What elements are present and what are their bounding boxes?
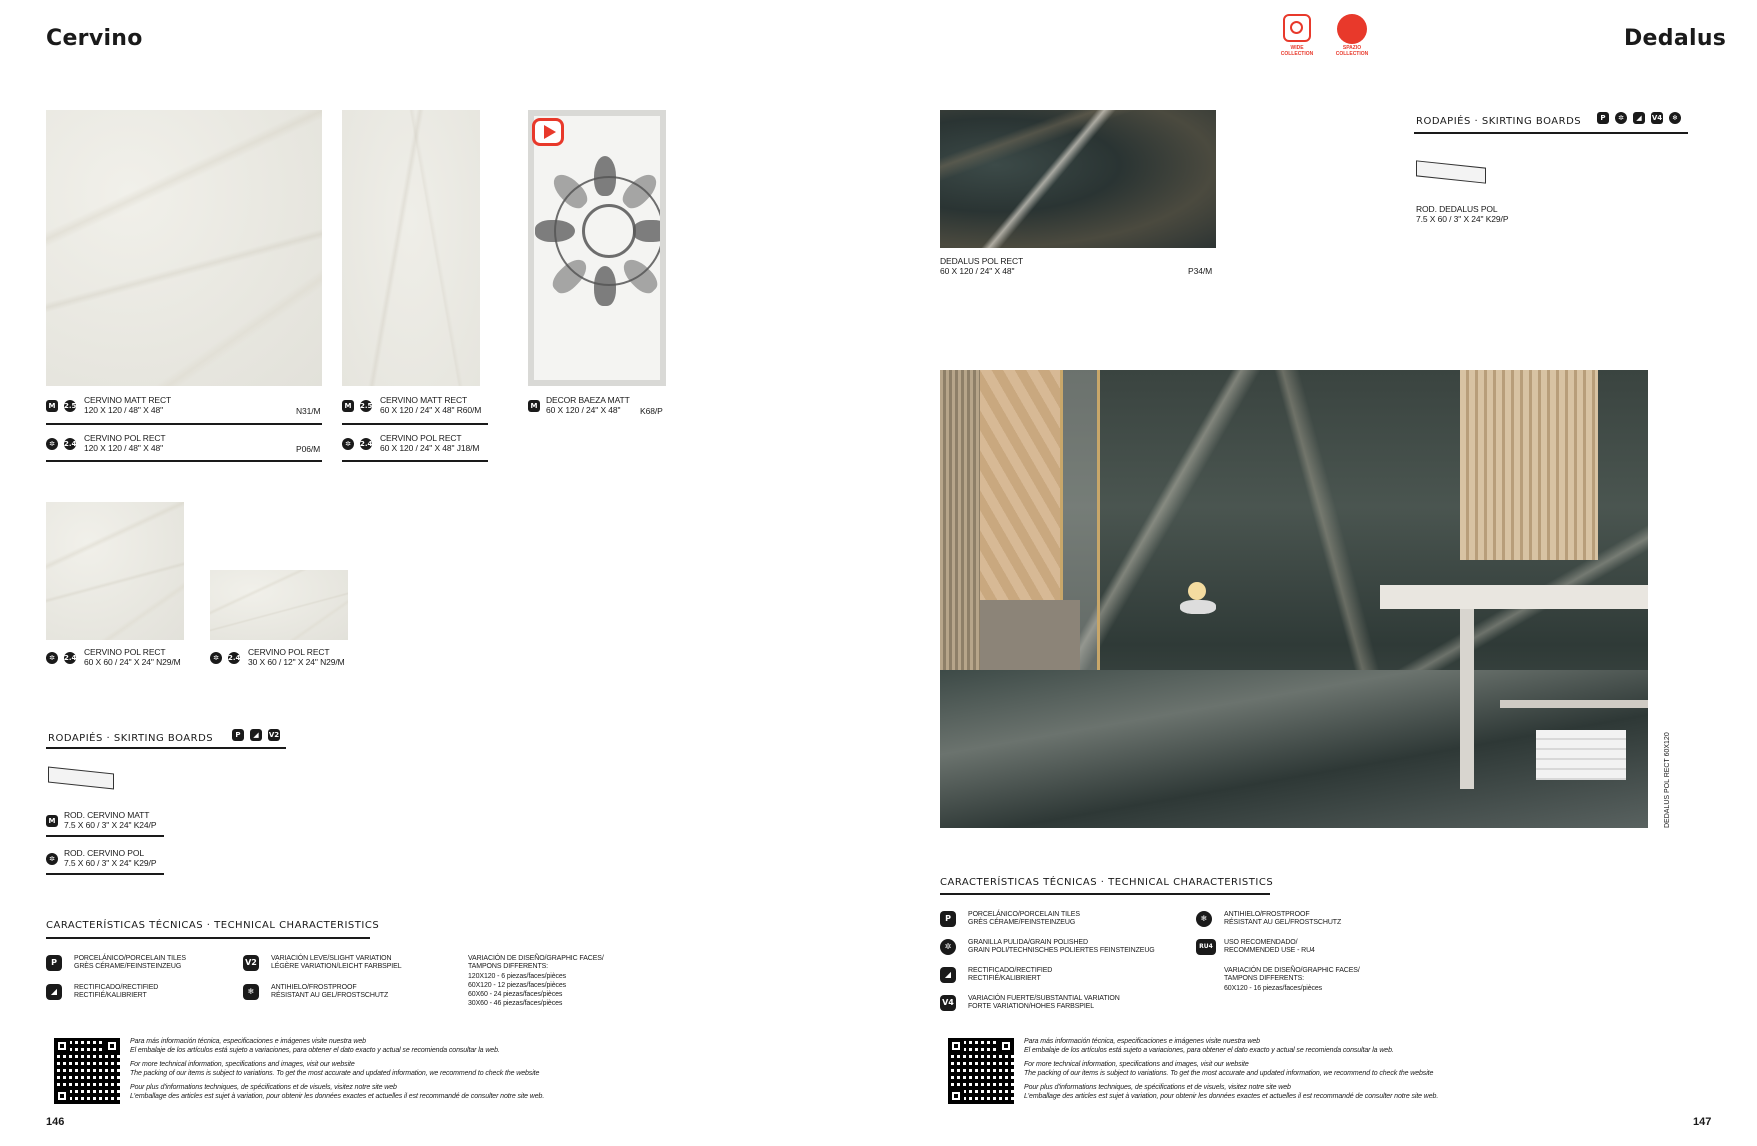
rectified-icon: ◢: [940, 967, 956, 983]
footer-text: Pour plus d'informations techniques, de spécifications et de visuels, visitez notre site web: [1024, 1084, 1291, 1091]
product-name: CERVINO POL RECT: [248, 647, 330, 657]
footer-text: The packing of our items is subject to variations. To get the most accurate and updated information, we recommend to check the website: [130, 1070, 540, 1077]
product-name: CERVINO MATT RECT: [84, 395, 172, 405]
tech-text: ANTIHIELO/FROSTPROOF: [271, 984, 357, 991]
tech-text: LÉGÈRE VARIATION/LEICHT FARBSPIEL: [271, 963, 402, 970]
qr-code[interactable]: [54, 1038, 120, 1104]
tech-heading: CARACTERÍSTICAS TÉCNICAS · TECHNICAL CHARACTERISTICS: [940, 877, 1274, 888]
porcelain-icon: P: [46, 955, 62, 971]
thickness-icon: 2.4: [360, 440, 373, 448]
variation-icon: V4: [1651, 114, 1663, 122]
frostproof-icon: ❄: [1196, 911, 1212, 927]
page-number-left: 146: [46, 1116, 65, 1128]
matt-finish-icon: M: [46, 400, 58, 412]
page-number-right: 147: [1693, 1116, 1712, 1128]
product-name: CERVINO POL RECT: [84, 647, 166, 657]
tech-text: FORTE VARIATION/HOHES FARBSPIEL: [968, 1003, 1095, 1010]
footer-text: For more technical information, specifications and images, visit our website: [1024, 1061, 1249, 1068]
skirting-board-image: [48, 767, 114, 790]
polished-icon: ✲: [342, 438, 354, 450]
faces-title: TAMPONS DIFFERENTS:: [1224, 975, 1305, 982]
footer-text: El embalaje de los artículos está sujeto a variaciones, para obtener el dato exacto y actual se recomienda consultar la web.: [130, 1047, 500, 1054]
product-name: CERVINO MATT RECT: [380, 395, 468, 405]
faces-line: 60X60 - 24 piezas/faces/pièces: [468, 991, 563, 998]
cervino-30x60-tile-image: [210, 570, 348, 640]
cervino-120x120-tile-image: [46, 110, 322, 386]
thickness-icon: 2.4: [228, 654, 241, 662]
tech-text: PORCELÁNICO/PORCELAIN TILES: [968, 911, 1080, 918]
product-size: 60 X 120 / 24" X 48": [940, 266, 1015, 276]
polished-icon: ✲: [46, 853, 58, 865]
porcelain-icon: P: [1597, 112, 1609, 124]
matt-finish-icon: M: [46, 815, 58, 827]
play-video-icon[interactable]: [532, 118, 564, 146]
faces-title: TAMPONS DIFFERENTS:: [468, 963, 549, 970]
faces-line: 30X60 - 46 piezas/faces/pièces: [468, 1000, 563, 1007]
product-name: DECOR BAEZA MATT: [546, 395, 630, 405]
polished-icon: ✲: [46, 652, 58, 664]
product-name: CERVINO POL RECT: [84, 433, 166, 443]
skirting-name: ROD. CERVINO POL: [64, 848, 144, 858]
footer-text: L'emballage des articles est sujet à variation, pour obtenir les données exactes et actuelles il est recommandé de consulter notre site web.: [1024, 1093, 1439, 1100]
thickness-icon: 2.4: [64, 654, 77, 662]
tech-text: VARIACIÓN FUERTE/SUBSTANTIAL VARIATION: [968, 995, 1120, 1002]
frostproof-icon: ❄: [243, 984, 259, 1000]
faces-line: 120X120 - 6 piezas/faces/pièces: [468, 973, 567, 980]
skirting-heading: RODAPIÉS · SKIRTING BOARDS: [48, 733, 214, 744]
skirting-board-image: [1416, 160, 1486, 183]
tech-text: USO RECOMENDADO/: [1224, 939, 1298, 946]
thickness-icon: 2.5: [360, 402, 373, 410]
footer-text: The packing of our items is subject to variations. To get the most accurate and updated information, we recommend to check the website: [1024, 1070, 1434, 1077]
decor-baeza-tile-image: [528, 110, 666, 386]
product-code: P34/M: [1188, 266, 1213, 276]
product-size: 30 X 60 / 12" X 24" N29/M: [248, 657, 345, 667]
product-size: 60 X 120 / 24" X 48" R60/M: [380, 405, 482, 415]
tech-text: RÉSISTANT AU GEL/FROSTSCHUTZ: [1224, 919, 1342, 926]
footer-text: L'emballage des articles est sujet à variation, pour obtenir les données exactes et actuelles il est recommandé de consulter notre site web.: [130, 1093, 545, 1100]
footer-text: Para más información técnica, especificaciones e imágenes visite nuestra web: [1024, 1038, 1260, 1045]
skirting-name: ROD. DEDALUS POL: [1416, 204, 1498, 214]
tech-text: RÉSISTANT AU GEL/FROSTSCHUTZ: [271, 992, 389, 999]
product-code: P06/M: [296, 444, 321, 454]
qr-code[interactable]: [948, 1038, 1014, 1104]
footer-text: Pour plus d'informations techniques, de spécifications et de visuels, visitez notre site web: [130, 1084, 397, 1091]
polished-icon: ✲: [1615, 112, 1627, 124]
cervino-60x120-tile-image: [342, 110, 480, 386]
variation-icon: V4: [940, 995, 956, 1011]
rectified-icon: ◢: [46, 984, 62, 1000]
dedalus-tile-image: [940, 110, 1216, 248]
footer-text: El embalaje de los artículos está sujeto a variaciones, para obtener el dato exacto y actual se recomienda consultar la web.: [1024, 1047, 1394, 1054]
product-size: 60 X 120 / 24" X 48" J18/M: [380, 443, 480, 453]
tech-text: VARIACIÓN LEVE/SLIGHT VARIATION: [271, 955, 392, 962]
footer-text: For more technical information, specifications and images, visit our website: [130, 1061, 355, 1068]
tech-text: PORCELÁNICO/PORCELAIN TILES: [74, 955, 186, 962]
product-size: 60 X 60 / 24" X 24" N29/M: [84, 657, 181, 667]
tech-text: GRÈS CÉRAME/FEINSTEINZEUG: [74, 963, 182, 970]
product-size: 60 X 120 / 24" X 48": [546, 405, 621, 415]
tech-text: RECTIFIÉ/KALIBRIERT: [968, 975, 1041, 982]
product-name: DEDALUS POL RECT: [940, 256, 1024, 266]
thickness-icon: 2.5: [64, 402, 77, 410]
faces-title: VARIACIÓN DE DISEÑO/GRAPHIC FACES/: [1224, 967, 1360, 974]
rectified-icon: ◢: [1633, 112, 1645, 124]
faces-line: 60X120 - 12 piezas/faces/pièces: [468, 982, 567, 989]
cervino-60x60-tile-image: [46, 502, 184, 640]
tech-text: RECOMMENDED USE - RU4: [1224, 947, 1315, 954]
recommended-use-icon: RU4: [1196, 939, 1216, 955]
tech-text: RECTIFICADO/RECTIFIED: [968, 967, 1053, 974]
page-title-right: Dedalus: [1624, 26, 1727, 51]
skirting-size: 7.5 X 60 / 3" X 24" K29/P: [1416, 214, 1509, 224]
product-code: K68/P: [640, 406, 663, 416]
tech-text: GRAIN POLI/TECHNISCHES POLIERTES FEINSTEINZEUG: [968, 947, 1155, 954]
photo-caption: DEDALUS POL RECT 60X120: [1664, 732, 1671, 828]
matt-finish-icon: M: [528, 400, 540, 412]
frostproof-icon: ❄: [1669, 112, 1681, 124]
tech-heading: CARACTERÍSTICAS TÉCNICAS · TECHNICAL CHARACTERISTICS: [46, 920, 380, 931]
product-size: 120 X 120 / 48" X 48": [84, 405, 164, 415]
porcelain-icon: P: [232, 729, 244, 741]
tech-text: ANTIHIELO/FROSTPROOF: [1224, 911, 1310, 918]
tech-text: GRÈS CÉRAME/FEINSTEINZEUG: [968, 919, 1076, 926]
skirting-heading: RODAPIÉS · SKIRTING BOARDS: [1416, 116, 1582, 127]
skirting-size: 7.5 X 60 / 3" X 24" K29/P: [64, 858, 157, 868]
wide-collection-label: WIDE COLLECTION: [1280, 45, 1314, 57]
skirting-size: 7.5 X 60 / 3" X 24" K24/P: [64, 820, 157, 830]
product-size: 120 X 120 / 48" X 48": [84, 443, 164, 453]
skirting-name: ROD. CERVINO MATT: [64, 810, 150, 820]
polished-icon: ✲: [210, 652, 222, 664]
bathroom-ambient-photo: [940, 370, 1648, 828]
variation-icon: V2: [243, 955, 259, 971]
tech-text: GRANILLA PULIDA/GRAIN POLISHED: [968, 939, 1088, 946]
porcelain-icon: P: [940, 911, 956, 927]
polished-icon: ✲: [46, 438, 58, 450]
page-title-left: Cervino: [46, 26, 143, 51]
matt-finish-icon: M: [342, 400, 354, 412]
rectified-icon: ◢: [250, 729, 262, 741]
tech-text: RECTIFIÉ/KALIBRIERT: [74, 992, 147, 999]
tech-text: RECTIFICADO/RECTIFIED: [74, 984, 159, 991]
faces-line: 60X120 - 16 piezas/faces/pièces: [1224, 985, 1323, 992]
footer-text: Para más información técnica, especificaciones e imágenes visite nuestra web: [130, 1038, 366, 1045]
faces-title: VARIACIÓN DE DISEÑO/GRAPHIC FACES/: [468, 955, 604, 962]
polished-icon: ✲: [940, 939, 956, 955]
wide-collection-logo-icon: [1283, 14, 1311, 42]
spazio-collection-logo-icon: [1337, 14, 1367, 44]
product-code: N31/M: [296, 406, 321, 416]
variation-icon: V2: [268, 731, 280, 739]
product-name: CERVINO POL RECT: [380, 433, 462, 443]
thickness-icon: 2.4: [64, 440, 77, 448]
spazio-collection-label: SPAZIO COLLECTION: [1335, 45, 1369, 57]
